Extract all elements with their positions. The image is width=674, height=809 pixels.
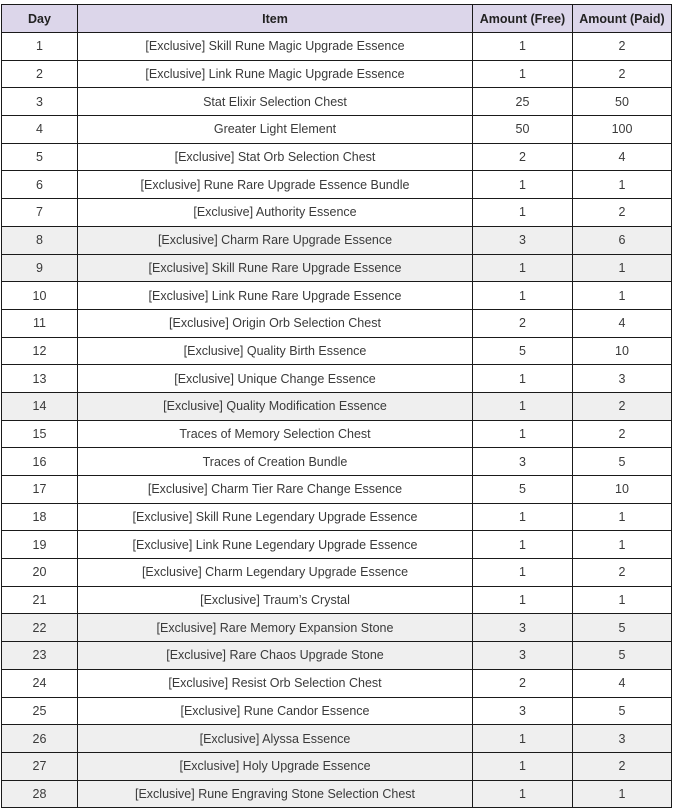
cell-amount-free: 1: [473, 33, 573, 61]
cell-item: [Exclusive] Link Rune Rare Upgrade Essence: [78, 282, 473, 310]
cell-amount-free: 2: [473, 309, 573, 337]
cell-amount-free: 5: [473, 476, 573, 504]
cell-day: 13: [2, 365, 78, 393]
cell-amount-paid: 2: [573, 199, 672, 227]
table-row: [2, 614, 672, 642]
daily-rewards-table: [1, 4, 672, 808]
cell-item: [Exclusive] Rune Engraving Stone Selection Chest: [78, 780, 473, 808]
table-header: [2, 5, 672, 33]
cell-item: [Exclusive] Skill Rune Magic Upgrade Essence: [78, 33, 473, 61]
cell-day: 3: [2, 88, 78, 116]
cell-amount-free: 1: [473, 586, 573, 614]
cell-amount-paid: 2: [573, 392, 672, 420]
cell-amount-free: 3: [473, 226, 573, 254]
table-row: [2, 725, 672, 753]
cell-amount-free: 3: [473, 642, 573, 670]
table-row: [2, 476, 672, 504]
cell-item: [Exclusive] Rare Chaos Upgrade Stone: [78, 642, 473, 670]
cell-item: [Exclusive] Alyssa Essence: [78, 725, 473, 753]
cell-amount-free: 1: [473, 60, 573, 88]
cell-amount-free: 1: [473, 725, 573, 753]
table-row: [2, 143, 672, 171]
cell-amount-paid: 1: [573, 780, 672, 808]
table-row: [2, 88, 672, 116]
cell-day: 20: [2, 559, 78, 587]
table-row: [2, 171, 672, 199]
cell-item: [Exclusive] Quality Modification Essence: [78, 392, 473, 420]
table-row: [2, 503, 672, 531]
cell-amount-paid: 5: [573, 614, 672, 642]
cell-item: [Exclusive] Skill Rune Legendary Upgrade Essence: [78, 503, 473, 531]
cell-amount-paid: 2: [573, 60, 672, 88]
table-row: [2, 60, 672, 88]
cell-day: 2: [2, 60, 78, 88]
cell-amount-paid: 1: [573, 254, 672, 282]
cell-item: Traces of Creation Bundle: [78, 448, 473, 476]
cell-amount-paid: 2: [573, 33, 672, 61]
table-row: [2, 780, 672, 808]
table-row: [2, 226, 672, 254]
cell-day: 24: [2, 669, 78, 697]
cell-item: Stat Elixir Selection Chest: [78, 88, 473, 116]
cell-amount-free: 3: [473, 697, 573, 725]
header-day: Day: [2, 5, 78, 33]
cell-day: 5: [2, 143, 78, 171]
cell-item: [Exclusive] Charm Legendary Upgrade Essence: [78, 559, 473, 587]
cell-amount-free: 2: [473, 143, 573, 171]
cell-day: 18: [2, 503, 78, 531]
cell-day: 23: [2, 642, 78, 670]
cell-item: [Exclusive] Stat Orb Selection Chest: [78, 143, 473, 171]
cell-amount-paid: 2: [573, 420, 672, 448]
cell-amount-free: 50: [473, 116, 573, 144]
cell-day: 15: [2, 420, 78, 448]
table-row: [2, 199, 672, 227]
table-row: [2, 531, 672, 559]
table-body: [2, 33, 672, 808]
cell-amount-paid: 4: [573, 669, 672, 697]
table-row: [2, 642, 672, 670]
cell-day: 21: [2, 586, 78, 614]
cell-amount-paid: 10: [573, 337, 672, 365]
cell-day: 19: [2, 531, 78, 559]
header-row: [2, 5, 672, 33]
cell-item: [Exclusive] Unique Change Essence: [78, 365, 473, 393]
cell-amount-paid: 6: [573, 226, 672, 254]
cell-item: [Exclusive] Quality Birth Essence: [78, 337, 473, 365]
cell-amount-paid: 5: [573, 697, 672, 725]
cell-item: [Exclusive] Traum’s Crystal: [78, 586, 473, 614]
table-row: [2, 669, 672, 697]
cell-amount-paid: 1: [573, 171, 672, 199]
cell-item: Traces of Memory Selection Chest: [78, 420, 473, 448]
cell-day: 6: [2, 171, 78, 199]
cell-amount-paid: 1: [573, 282, 672, 310]
cell-day: 4: [2, 116, 78, 144]
cell-item: [Exclusive] Rare Memory Expansion Stone: [78, 614, 473, 642]
table-row: [2, 752, 672, 780]
table-row: [2, 116, 672, 144]
cell-day: 10: [2, 282, 78, 310]
cell-amount-free: 1: [473, 199, 573, 227]
cell-amount-free: 1: [473, 420, 573, 448]
table-row: [2, 392, 672, 420]
table-row: [2, 337, 672, 365]
cell-amount-paid: 4: [573, 143, 672, 171]
cell-amount-paid: 1: [573, 503, 672, 531]
header-amount-free: Amount (Free): [473, 5, 573, 33]
cell-day: 11: [2, 309, 78, 337]
cell-item: [Exclusive] Skill Rune Rare Upgrade Essence: [78, 254, 473, 282]
table-row: [2, 697, 672, 725]
cell-amount-free: 1: [473, 531, 573, 559]
cell-amount-free: 1: [473, 171, 573, 199]
cell-amount-free: 1: [473, 780, 573, 808]
cell-amount-paid: 2: [573, 559, 672, 587]
cell-day: 9: [2, 254, 78, 282]
cell-item: [Exclusive] Holy Upgrade Essence: [78, 752, 473, 780]
cell-item: [Exclusive] Charm Tier Rare Change Essence: [78, 476, 473, 504]
cell-item: [Exclusive] Link Rune Magic Upgrade Essence: [78, 60, 473, 88]
table-row: [2, 559, 672, 587]
cell-amount-paid: 5: [573, 642, 672, 670]
cell-item: Greater Light Element: [78, 116, 473, 144]
cell-amount-paid: 50: [573, 88, 672, 116]
cell-amount-paid: 4: [573, 309, 672, 337]
cell-amount-paid: 1: [573, 531, 672, 559]
cell-amount-free: 3: [473, 448, 573, 476]
cell-amount-paid: 5: [573, 448, 672, 476]
cell-amount-paid: 3: [573, 365, 672, 393]
cell-day: 1: [2, 33, 78, 61]
cell-amount-paid: 1: [573, 586, 672, 614]
cell-day: 22: [2, 614, 78, 642]
cell-day: 28: [2, 780, 78, 808]
cell-amount-free: 3: [473, 614, 573, 642]
table-row: [2, 586, 672, 614]
table-row: [2, 365, 672, 393]
cell-day: 16: [2, 448, 78, 476]
cell-day: 8: [2, 226, 78, 254]
cell-amount-free: 1: [473, 752, 573, 780]
table-row: [2, 254, 672, 282]
cell-amount-free: 1: [473, 503, 573, 531]
cell-amount-free: 1: [473, 392, 573, 420]
cell-amount-free: 25: [473, 88, 573, 116]
cell-day: 7: [2, 199, 78, 227]
cell-item: [Exclusive] Authority Essence: [78, 199, 473, 227]
header-amount-paid: Amount (Paid): [573, 5, 672, 33]
cell-amount-free: 5: [473, 337, 573, 365]
cell-item: [Exclusive] Origin Orb Selection Chest: [78, 309, 473, 337]
table-row: [2, 448, 672, 476]
cell-amount-free: 1: [473, 365, 573, 393]
cell-day: 14: [2, 392, 78, 420]
cell-amount-paid: 2: [573, 752, 672, 780]
cell-item: [Exclusive] Link Rune Legendary Upgrade Essence: [78, 531, 473, 559]
cell-amount-free: 1: [473, 254, 573, 282]
cell-amount-paid: 3: [573, 725, 672, 753]
cell-day: 27: [2, 752, 78, 780]
cell-amount-paid: 100: [573, 116, 672, 144]
cell-day: 12: [2, 337, 78, 365]
cell-item: [Exclusive] Rune Candor Essence: [78, 697, 473, 725]
header-item: Item: [78, 5, 473, 33]
cell-day: 26: [2, 725, 78, 753]
cell-amount-free: 1: [473, 282, 573, 310]
cell-amount-paid: 10: [573, 476, 672, 504]
table-row: [2, 282, 672, 310]
cell-day: 25: [2, 697, 78, 725]
table-row: [2, 33, 672, 61]
cell-amount-free: 1: [473, 559, 573, 587]
table-row: [2, 420, 672, 448]
cell-item: [Exclusive] Resist Orb Selection Chest: [78, 669, 473, 697]
cell-amount-free: 2: [473, 669, 573, 697]
table-row: [2, 309, 672, 337]
cell-item: [Exclusive] Rune Rare Upgrade Essence Bundle: [78, 171, 473, 199]
cell-item: [Exclusive] Charm Rare Upgrade Essence: [78, 226, 473, 254]
cell-day: 17: [2, 476, 78, 504]
